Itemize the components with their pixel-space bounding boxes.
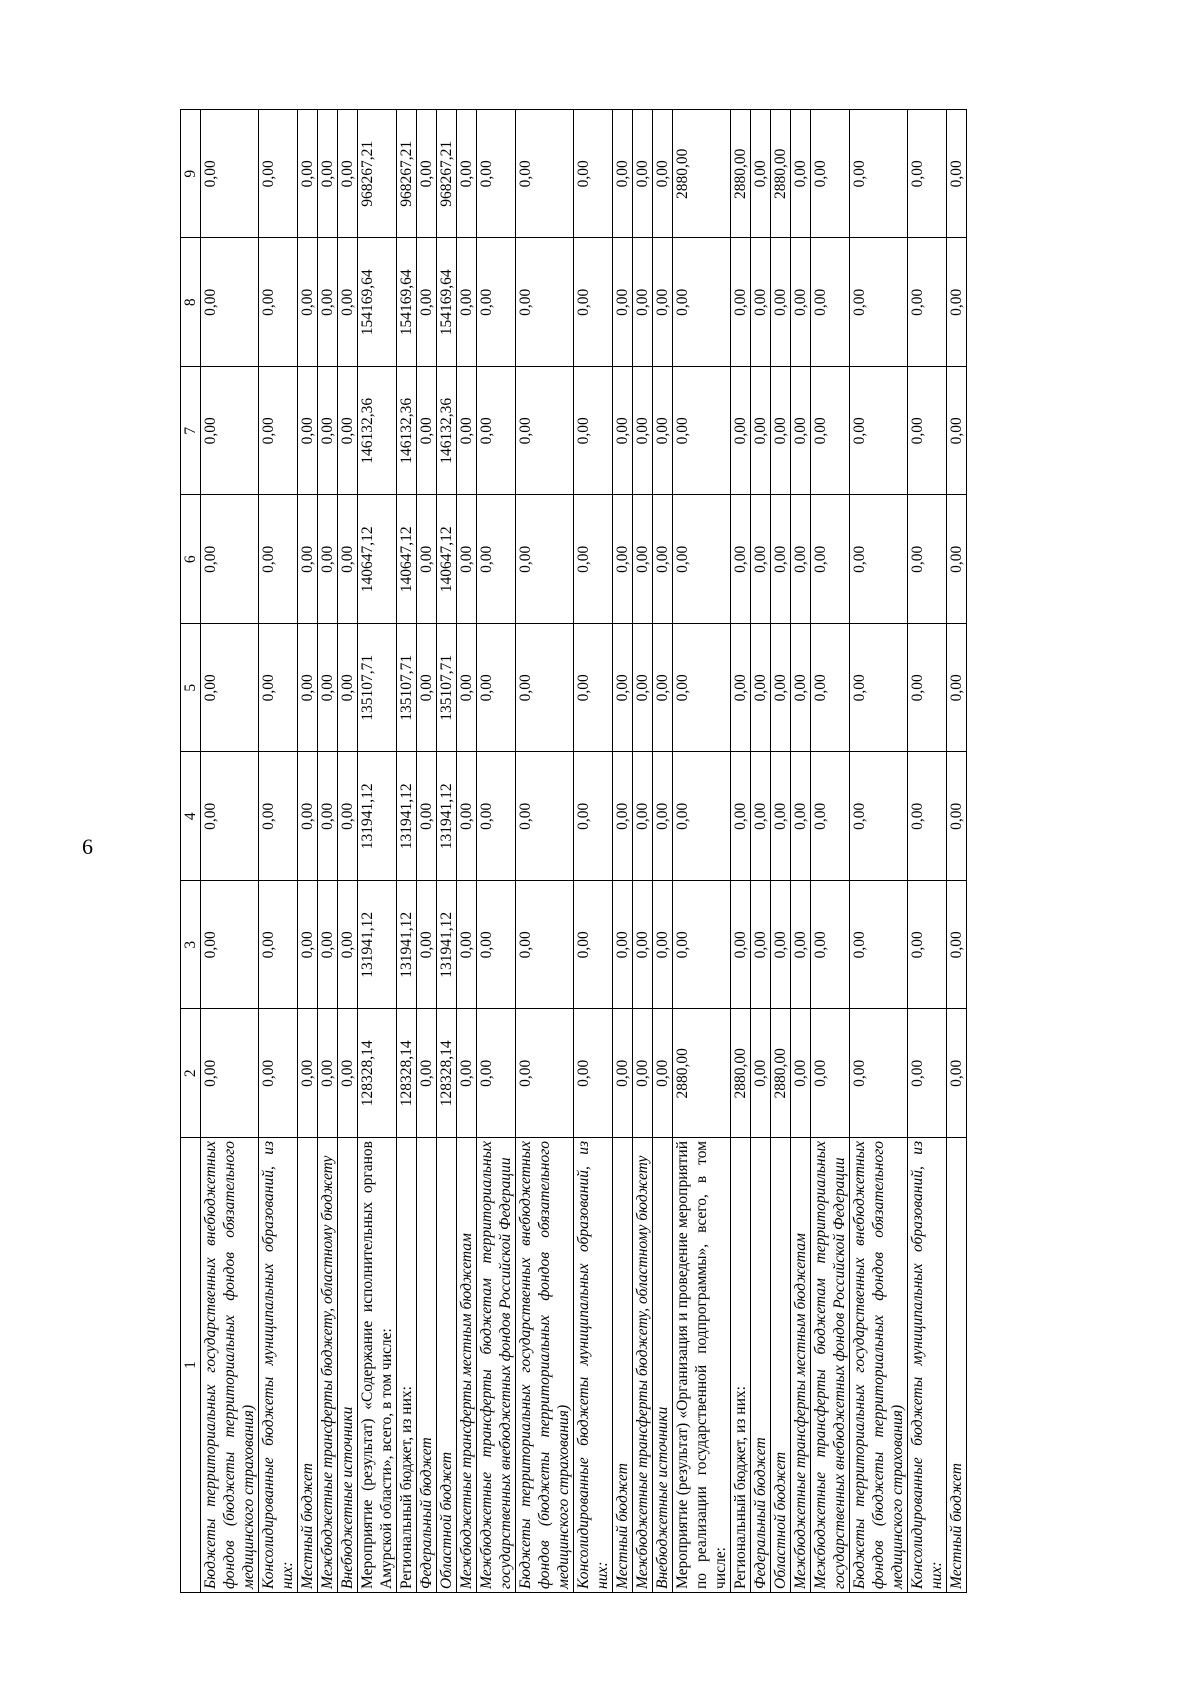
value-cell: 0,00 [633, 1009, 653, 1138]
value-cell: 0,00 [477, 367, 516, 496]
value-cell: 0,00 [574, 367, 613, 496]
value-cell: 0,00 [751, 1009, 771, 1138]
value-cell: 0,00 [947, 624, 967, 753]
value-cell: 0,00 [259, 1009, 298, 1138]
value-cell: 0,00 [477, 495, 516, 624]
column-header: 3 [181, 881, 201, 1010]
row-label: Межбюджетные трансферты местным бюджетам [791, 1138, 811, 1593]
value-cell: 0,00 [338, 1009, 358, 1138]
value-cell: 0,00 [673, 624, 731, 753]
value-cell: 128328,14 [358, 1009, 397, 1138]
value-cell: 0,00 [613, 367, 633, 496]
row-label: Местный бюджет [298, 1138, 318, 1593]
value-cell: 0,00 [613, 495, 633, 624]
row-label: Бюджеты территориальных государственных внебюджетных фондов (бюджеты территориальных фондов обязательного медицинского страхования) [850, 1138, 908, 1593]
value-cell: 0,00 [516, 110, 574, 239]
value-cell: 0,00 [653, 624, 673, 753]
value-cell: 0,00 [613, 1009, 633, 1138]
value-cell: 0,00 [947, 110, 967, 239]
value-cell: 0,00 [457, 624, 477, 753]
value-cell: 0,00 [850, 881, 908, 1010]
value-cell: 968267,21 [397, 110, 417, 239]
value-cell: 0,00 [908, 238, 947, 367]
value-cell: 0,00 [791, 110, 811, 239]
value-cell: 0,00 [947, 881, 967, 1010]
value-cell: 0,00 [633, 495, 653, 624]
value-cell: 0,00 [908, 367, 947, 496]
value-cell: 0,00 [516, 367, 574, 496]
table-row [653, 110, 673, 1593]
value-cell: 131941,12 [437, 752, 457, 881]
value-cell: 0,00 [201, 367, 259, 496]
row-label: Региональный бюджет, из них: [397, 1138, 417, 1593]
value-cell: 0,00 [318, 238, 338, 367]
value-cell: 0,00 [574, 881, 613, 1010]
value-cell: 0,00 [751, 624, 771, 753]
column-header: 5 [181, 624, 201, 753]
row-label: Федеральный бюджет [417, 1138, 437, 1593]
value-cell: 0,00 [751, 752, 771, 881]
row-label: Межбюджетные трансферты бюджетам территориальных государственных внебюджетных фондов Российской Федерации [477, 1138, 516, 1593]
value-cell: 0,00 [338, 624, 358, 753]
value-cell: 0,00 [574, 1009, 613, 1138]
value-cell: 0,00 [457, 110, 477, 239]
value-cell: 0,00 [731, 624, 751, 753]
value-cell: 0,00 [771, 752, 791, 881]
column-header: 7 [181, 367, 201, 496]
value-cell: 0,00 [574, 752, 613, 881]
value-cell: 0,00 [516, 495, 574, 624]
value-cell: 0,00 [318, 1009, 338, 1138]
row-label: Мероприятие (результат) «Содержание исполнительных органов Амурской области», всего, в том числе: [358, 1138, 397, 1593]
row-label: Межбюджетные трансферты местным бюджетам [457, 1138, 477, 1593]
value-cell: 0,00 [318, 110, 338, 239]
value-cell: 0,00 [417, 1009, 437, 1138]
value-cell: 0,00 [850, 1009, 908, 1138]
table-row [791, 110, 811, 1593]
value-cell: 0,00 [653, 1009, 673, 1138]
value-cell: 0,00 [338, 367, 358, 496]
value-cell: 0,00 [947, 238, 967, 367]
value-cell: 0,00 [613, 238, 633, 367]
value-cell: 0,00 [477, 624, 516, 753]
value-cell: 0,00 [516, 238, 574, 367]
value-cell: 0,00 [731, 752, 751, 881]
value-cell: 0,00 [633, 881, 653, 1010]
value-cell: 2880,00 [771, 1009, 791, 1138]
value-cell: 135107,71 [437, 624, 457, 753]
value-cell: 0,00 [673, 367, 731, 496]
value-cell: 0,00 [751, 881, 771, 1010]
value-cell: 140647,12 [397, 495, 417, 624]
column-header: 8 [181, 238, 201, 367]
value-cell: 0,00 [811, 110, 850, 239]
value-cell: 0,00 [653, 752, 673, 881]
row-label: Бюджеты территориальных государственных внебюджетных фондов (бюджеты территориальных фондов обязательного медицинского страхования) [201, 1138, 259, 1593]
value-cell: 131941,12 [397, 881, 417, 1010]
value-cell: 0,00 [653, 367, 673, 496]
value-cell: 0,00 [947, 752, 967, 881]
table-row [259, 110, 298, 1593]
value-cell: 146132,36 [358, 367, 397, 496]
value-cell: 0,00 [338, 110, 358, 239]
value-cell: 0,00 [298, 881, 318, 1010]
value-cell: 131941,12 [358, 752, 397, 881]
value-cell: 0,00 [731, 881, 751, 1010]
value-cell: 0,00 [653, 110, 673, 239]
value-cell: 0,00 [811, 367, 850, 496]
value-cell: 0,00 [811, 1009, 850, 1138]
budget-table [180, 109, 967, 1593]
value-cell: 0,00 [771, 624, 791, 753]
value-cell: 128328,14 [437, 1009, 457, 1138]
table-row [633, 110, 653, 1593]
table-row [908, 110, 947, 1593]
value-cell: 0,00 [201, 110, 259, 239]
value-cell: 0,00 [673, 238, 731, 367]
value-cell: 0,00 [771, 495, 791, 624]
value-cell: 0,00 [673, 881, 731, 1010]
value-cell: 0,00 [457, 238, 477, 367]
value-cell: 0,00 [318, 495, 338, 624]
value-cell: 0,00 [338, 238, 358, 367]
table-row [358, 110, 397, 1593]
value-cell: 0,00 [731, 238, 751, 367]
value-cell: 2880,00 [673, 1009, 731, 1138]
column-header: 9 [181, 110, 201, 239]
value-cell: 968267,21 [358, 110, 397, 239]
value-cell: 0,00 [338, 881, 358, 1010]
value-cell: 0,00 [477, 238, 516, 367]
value-cell: 0,00 [516, 752, 574, 881]
value-cell: 0,00 [633, 624, 653, 753]
value-cell: 0,00 [417, 238, 437, 367]
value-cell: 0,00 [298, 1009, 318, 1138]
value-cell: 0,00 [318, 752, 338, 881]
value-cell: 0,00 [751, 367, 771, 496]
value-cell: 0,00 [653, 495, 673, 624]
row-label: Областной бюджет [437, 1138, 457, 1593]
value-cell: 0,00 [298, 367, 318, 496]
row-label: Федеральный бюджет [751, 1138, 771, 1593]
value-cell: 0,00 [417, 495, 437, 624]
value-cell: 0,00 [633, 367, 653, 496]
value-cell: 0,00 [477, 110, 516, 239]
value-cell: 0,00 [417, 881, 437, 1010]
value-cell: 0,00 [791, 238, 811, 367]
value-cell: 968267,21 [437, 110, 457, 239]
value-cell: 0,00 [318, 881, 338, 1010]
value-cell: 0,00 [417, 110, 437, 239]
row-label: Межбюджетные трансферты бюджетам территориальных государственных внебюджетных фондов Российской Федерации [811, 1138, 850, 1593]
value-cell: 0,00 [791, 1009, 811, 1138]
table-row [613, 110, 633, 1593]
value-cell: 146132,36 [437, 367, 457, 496]
value-cell: 0,00 [457, 495, 477, 624]
value-cell: 0,00 [947, 495, 967, 624]
value-cell: 0,00 [298, 238, 318, 367]
value-cell: 0,00 [201, 624, 259, 753]
value-cell: 0,00 [201, 752, 259, 881]
value-cell: 0,00 [771, 238, 791, 367]
row-label: Консолидированные бюджеты муниципальных образований, из них: [908, 1138, 947, 1593]
value-cell: 0,00 [298, 752, 318, 881]
table-row [850, 110, 908, 1593]
row-label: Мероприятие (результат) «Организация и проведение мероприятий по реализации государственной подпрограммы», всего, в том числе: [673, 1138, 731, 1593]
value-cell: 0,00 [633, 238, 653, 367]
value-cell: 0,00 [298, 110, 318, 239]
value-cell: 0,00 [318, 624, 338, 753]
table-row [457, 110, 477, 1593]
value-cell: 0,00 [457, 1009, 477, 1138]
value-cell: 0,00 [947, 1009, 967, 1138]
value-cell: 0,00 [751, 495, 771, 624]
row-label: Местный бюджет [947, 1138, 967, 1593]
table-row [673, 110, 731, 1593]
value-cell: 128328,14 [397, 1009, 417, 1138]
value-cell: 154169,64 [358, 238, 397, 367]
table-body [201, 110, 967, 1593]
value-cell: 0,00 [811, 881, 850, 1010]
value-cell: 0,00 [259, 624, 298, 753]
value-cell: 0,00 [477, 881, 516, 1010]
table-row [947, 110, 967, 1593]
value-cell: 140647,12 [437, 495, 457, 624]
row-label: Консолидированные бюджеты муниципальных образований, из них: [259, 1138, 298, 1593]
value-cell: 0,00 [771, 367, 791, 496]
value-cell: 135107,71 [358, 624, 397, 753]
value-cell: 0,00 [477, 1009, 516, 1138]
value-cell: 0,00 [908, 1009, 947, 1138]
header-row [181, 110, 201, 1593]
value-cell: 0,00 [613, 624, 633, 753]
value-cell: 0,00 [850, 110, 908, 239]
value-cell: 0,00 [516, 1009, 574, 1138]
value-cell: 0,00 [298, 495, 318, 624]
value-cell: 0,00 [673, 495, 731, 624]
value-cell: 0,00 [259, 238, 298, 367]
column-header: 1 [181, 1138, 201, 1593]
row-label: Консолидированные бюджеты муниципальных образований, из них: [574, 1138, 613, 1593]
table-row [731, 110, 751, 1593]
value-cell: 0,00 [908, 624, 947, 753]
value-cell: 0,00 [259, 367, 298, 496]
value-cell: 0,00 [731, 495, 751, 624]
table-row [516, 110, 574, 1593]
value-cell: 0,00 [653, 881, 673, 1010]
value-cell: 0,00 [908, 495, 947, 624]
value-cell: 0,00 [298, 624, 318, 753]
page-number: 6 [82, 834, 93, 859]
value-cell: 0,00 [751, 238, 771, 367]
value-cell: 0,00 [457, 752, 477, 881]
value-cell: 0,00 [673, 752, 731, 881]
value-cell: 0,00 [201, 495, 259, 624]
table-row [318, 110, 338, 1593]
value-cell: 0,00 [791, 624, 811, 753]
value-cell: 0,00 [477, 752, 516, 881]
value-cell: 0,00 [417, 624, 437, 753]
value-cell: 0,00 [417, 752, 437, 881]
value-cell: 0,00 [850, 238, 908, 367]
value-cell: 0,00 [201, 881, 259, 1010]
value-cell: 0,00 [791, 752, 811, 881]
value-cell: 0,00 [417, 367, 437, 496]
value-cell: 0,00 [574, 238, 613, 367]
row-label: Региональный бюджет, из них: [731, 1138, 751, 1593]
table-row [477, 110, 516, 1593]
value-cell: 2880,00 [673, 110, 731, 239]
value-cell: 146132,36 [397, 367, 417, 496]
value-cell: 0,00 [947, 367, 967, 496]
value-cell: 131941,12 [358, 881, 397, 1010]
row-label: Внебюджетные источники [653, 1138, 673, 1593]
value-cell: 0,00 [731, 367, 751, 496]
value-cell: 2880,00 [771, 110, 791, 239]
value-cell: 2880,00 [731, 110, 751, 239]
row-label: Бюджеты территориальных государственных внебюджетных фондов (бюджеты территориальных фондов обязательного медицинского страхования) [516, 1138, 574, 1593]
value-cell: 0,00 [908, 881, 947, 1010]
value-cell: 140647,12 [358, 495, 397, 624]
value-cell: 0,00 [574, 110, 613, 239]
value-cell: 0,00 [811, 624, 850, 753]
value-cell: 0,00 [259, 495, 298, 624]
value-cell: 0,00 [457, 367, 477, 496]
value-cell: 0,00 [338, 495, 358, 624]
value-cell: 154169,64 [397, 238, 417, 367]
value-cell: 0,00 [633, 110, 653, 239]
value-cell: 0,00 [613, 881, 633, 1010]
value-cell: 0,00 [259, 752, 298, 881]
table-row [201, 110, 259, 1593]
value-cell: 0,00 [457, 881, 477, 1010]
row-label: Внебюджетные источники [338, 1138, 358, 1593]
value-cell: 0,00 [201, 238, 259, 367]
value-cell: 0,00 [201, 1009, 259, 1138]
table-row [397, 110, 417, 1593]
value-cell: 0,00 [850, 624, 908, 753]
value-cell: 0,00 [850, 495, 908, 624]
value-cell: 0,00 [633, 752, 653, 881]
table-row [811, 110, 850, 1593]
table-row [751, 110, 771, 1593]
value-cell: 2880,00 [731, 1009, 751, 1138]
value-cell: 0,00 [516, 624, 574, 753]
table-row [338, 110, 358, 1593]
value-cell: 0,00 [811, 495, 850, 624]
column-header: 4 [181, 752, 201, 881]
row-label: Межбюджетные трансферты бюджету, областному бюджету [633, 1138, 653, 1593]
table-row [417, 110, 437, 1593]
value-cell: 0,00 [811, 752, 850, 881]
row-label: Областной бюджет [771, 1138, 791, 1593]
column-header: 6 [181, 495, 201, 624]
value-cell: 0,00 [811, 238, 850, 367]
value-cell: 0,00 [850, 367, 908, 496]
value-cell: 0,00 [908, 752, 947, 881]
column-header: 2 [181, 1009, 201, 1138]
value-cell: 0,00 [791, 881, 811, 1010]
value-cell: 0,00 [751, 110, 771, 239]
table-row [298, 110, 318, 1593]
value-cell: 0,00 [791, 367, 811, 496]
value-cell: 0,00 [259, 881, 298, 1010]
value-cell: 0,00 [613, 110, 633, 239]
value-cell: 0,00 [516, 881, 574, 1010]
value-cell: 0,00 [908, 110, 947, 239]
value-cell: 131941,12 [397, 752, 417, 881]
value-cell: 0,00 [613, 752, 633, 881]
value-cell: 131941,12 [437, 881, 457, 1010]
table-row [771, 110, 791, 1593]
value-cell: 0,00 [850, 752, 908, 881]
value-cell: 0,00 [574, 624, 613, 753]
value-cell: 0,00 [653, 238, 673, 367]
row-label: Межбюджетные трансферты бюджету, областному бюджету [318, 1138, 338, 1593]
value-cell: 135107,71 [397, 624, 417, 753]
row-label: Местный бюджет [613, 1138, 633, 1593]
budget-table-container [180, 110, 1100, 1593]
table-row [437, 110, 457, 1593]
value-cell: 154169,64 [437, 238, 457, 367]
value-cell: 0,00 [771, 881, 791, 1010]
value-cell: 0,00 [574, 495, 613, 624]
value-cell: 0,00 [791, 495, 811, 624]
value-cell: 0,00 [318, 367, 338, 496]
value-cell: 0,00 [338, 752, 358, 881]
table-row [574, 110, 613, 1593]
value-cell: 0,00 [259, 110, 298, 239]
